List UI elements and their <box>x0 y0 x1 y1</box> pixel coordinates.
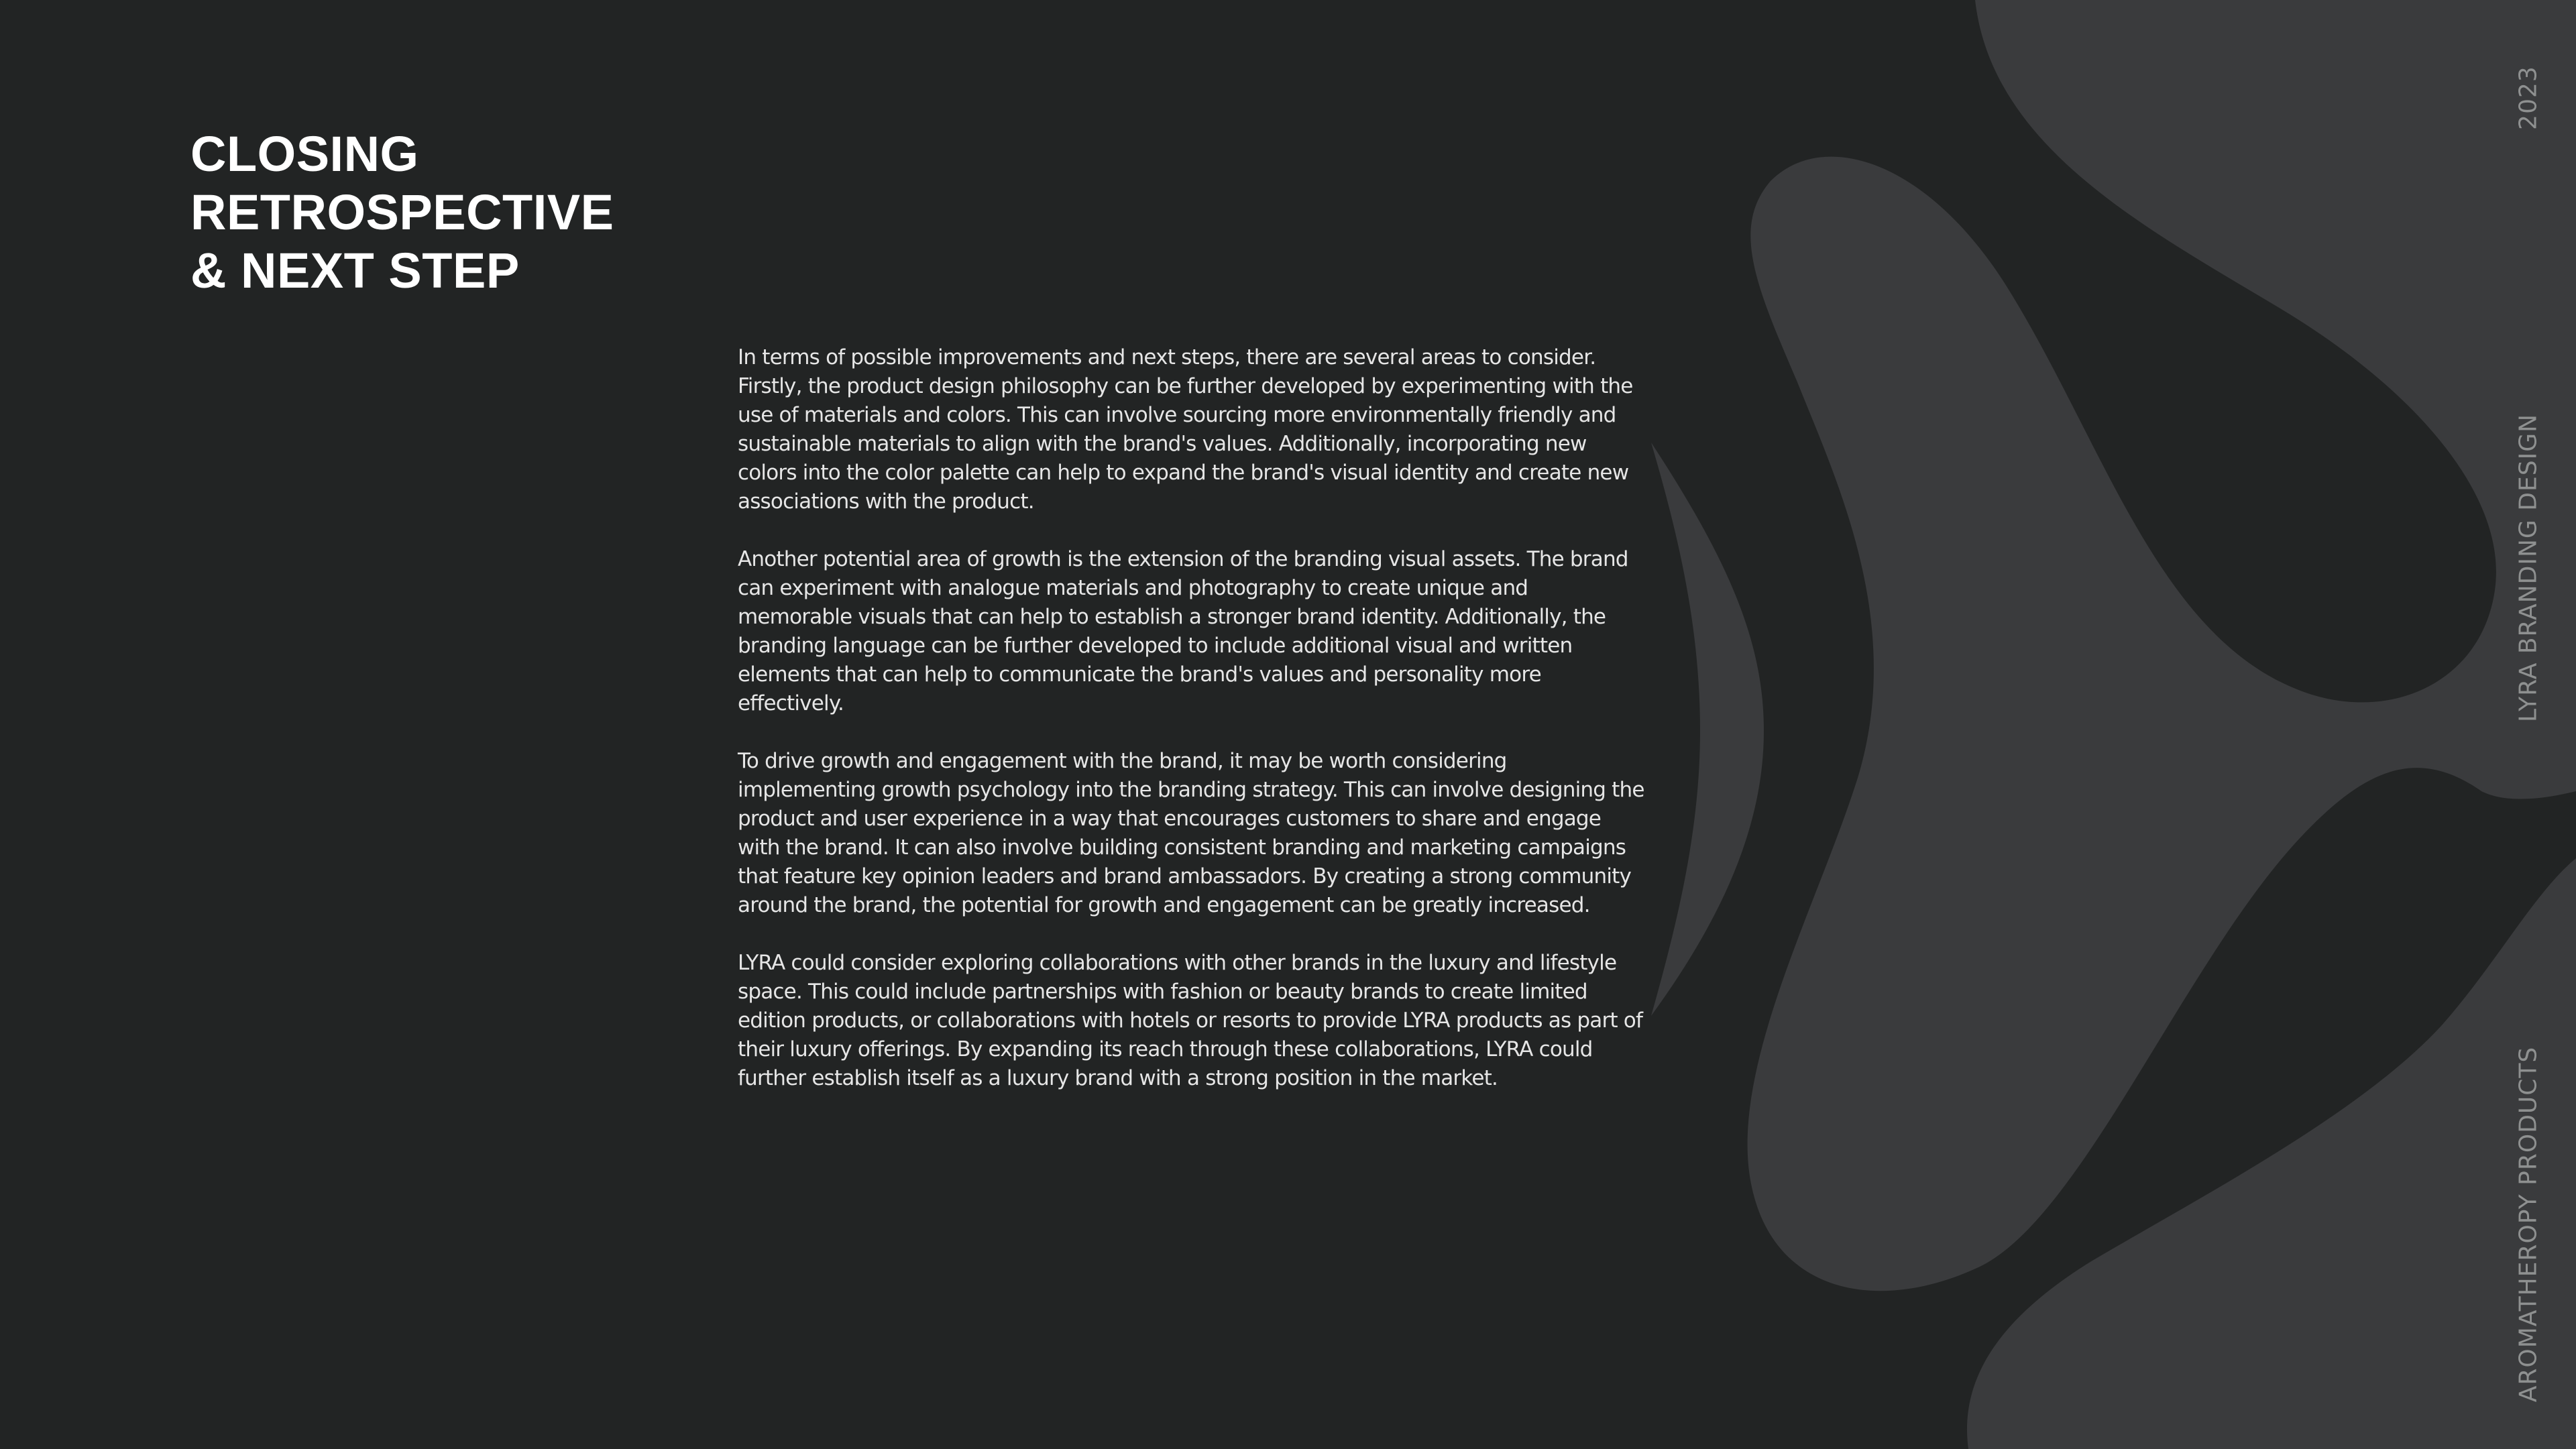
sidebar-project: LYRA BRANDING DESIGN <box>2514 413 2542 723</box>
paragraph-growth: To drive growth and engagement with the brand, it may be worth considering implementing growth psychology into the branding strategy. This can involve designing the product and user experience in a way that encourages customers to share and engage with the brand. It can also involve building consistent branding and marketing campaigns that feature key opinion leaders and brand ambassadors. By creating a strong community around the brand, the potential for growth and engagement can be greatly increased. <box>738 749 1644 917</box>
title-line-3: & NEXT STEP <box>190 243 520 298</box>
title-line-2: RETROSPECTIVE <box>190 184 614 240</box>
page-title <box>190 125 614 300</box>
paragraph-visual-assets: Another potential area of growth is the extension of the branding visual assets. The brand can experiment with analogue materials and photography to create unique and memorable visuals that can help to establish a stronger brand identity. Additionally, the branding language can be further developed to include additional visual and written elements that can help to communicate the brand's values and personality more effectively. <box>738 547 1628 715</box>
crescent-shape <box>1651 443 1764 1016</box>
star-petal-shape <box>1748 0 2576 1449</box>
paragraph-collaborations: LYRA could consider exploring collaborations with other brands in the luxury and lifestyle space. This could include partnerships with fashion or beauty brands to create limited edition products, or collaborations with hotels or resorts to provide LYRA products as part of their luxury offerings. By expanding its reach through these collaborations, LYRA could further establish itself as a luxury brand with a strong position in the market. <box>738 951 1643 1090</box>
sidebar-year: 2023 <box>2514 66 2542 130</box>
sidebar-category: AROMATHEROPY PRODUCTS <box>2514 1046 2542 1403</box>
title-line-1: CLOSING <box>190 126 419 182</box>
paragraph-improvements: In terms of possible improvements and next steps, there are several areas to consider. Firstly, the product design philosophy can be further developed by experimenting with the use of materials and colors. This can involve sourcing more environmentally friendly and sustainable materials to align with the brand's values. Additionally, incorporating new colors into the color palette can help to expand the brand's visual identity and create new associations with the product. <box>738 345 1633 514</box>
body-text <box>738 343 1646 1122</box>
